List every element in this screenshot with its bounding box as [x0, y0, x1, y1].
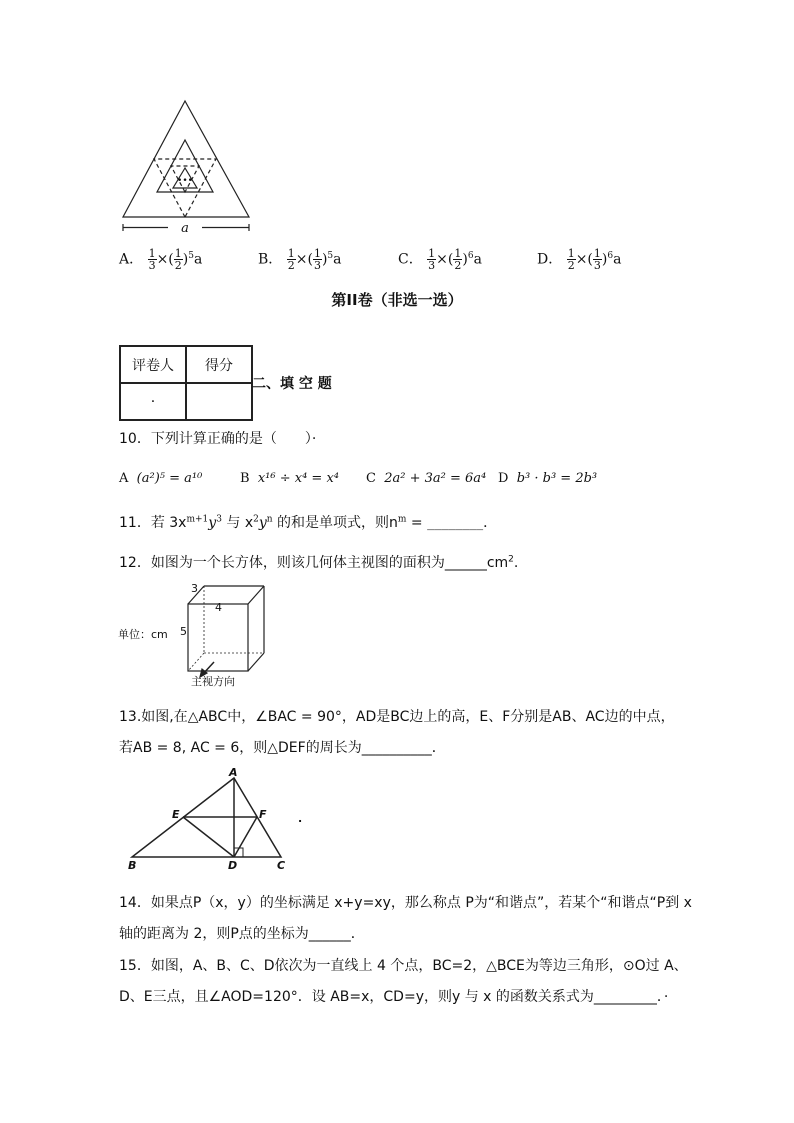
q14-line1: 14．如果点P（x，y）的坐标满足 x+y=xy，那么称点 P为“和谐点”，若某个“和谐点“P到 x: [119, 895, 692, 911]
edge-label-4: 4: [215, 601, 222, 614]
edge-label-5: 5: [180, 625, 187, 638]
nested-triangle-figure: [118, 98, 268, 238]
score-table: [119, 345, 253, 421]
fraction: $\frac{1}{2}$: [567, 247, 575, 272]
trailing-dot: .: [298, 812, 303, 825]
vertex-a: A: [229, 766, 238, 779]
q10-option-b[interactable]: B x¹⁶ ÷ x⁴ = x⁴: [240, 471, 339, 486]
cell-score[interactable]: [186, 383, 252, 420]
edge-label-3: 3: [191, 582, 198, 595]
vertex-b: B: [128, 859, 137, 872]
cell-grader[interactable]: ·: [120, 383, 186, 420]
q13-line1: 13.如图,在△ABC中，∠BAC = 90°，AD是BC边上的高，E、F分别是AB、AC边的中点，: [119, 709, 675, 725]
q12-text: 12．如图为一个长方体，则该几何体主视图的面积为$\_\_\_\_\_\_cm^2$.: [119, 554, 519, 571]
fraction: $\frac{1}{2}$: [174, 247, 182, 272]
fraction: $\frac{1}{2}$: [287, 247, 295, 272]
vertex-c: C: [277, 859, 286, 872]
vertex-d: D: [228, 859, 238, 872]
fraction: $\frac{1}{3}$: [148, 247, 156, 272]
q11-text: 11．若 $3x^{m+1}y^3$ 与 $x^2y^n$ 的和是单项式，则$n^m$ = ________．: [119, 514, 498, 531]
q9-option-a[interactable]: A． $\frac{1}{3}$ ×( $\frac{1}{2}$ )$^5$a: [119, 247, 203, 272]
triangle-abc-figure: [122, 765, 322, 873]
q10-option-c[interactable]: C 2a² + 3a² = 6a⁴: [366, 471, 487, 486]
q15-line2: D、E三点，且∠AOD=120°．设 AB=x，CD=y，则y 与 x 的函数关系式为_________．·: [119, 989, 669, 1005]
vertex-e: E: [172, 808, 180, 821]
dots-label: •••: [177, 176, 193, 186]
view-direction-label: 主视方向: [191, 675, 235, 688]
fraction: $\frac{1}{2}$: [454, 247, 462, 272]
header-grader: 评卷人: [120, 346, 186, 383]
q10-stem: 10．下列计算正确的是（ ）·: [119, 431, 317, 447]
q10-option-d[interactable]: D b³ · b³ = 2b³: [498, 471, 598, 486]
q15-line1: 15．如图，A、B、C、D依次为一直线上 4 个点，BC=2，△BCE为等边三角形，⊙O过 A、: [119, 958, 688, 974]
q9-option-b[interactable]: B． $\frac{1}{2}$ ×( $\frac{1}{3}$ )$^5$a: [258, 247, 342, 272]
unit-label: 单位：cm: [118, 628, 168, 641]
q13-line2: 若AB = 8, AC = 6，则△DEF的周长为__________．: [119, 740, 446, 756]
section-title: 第II卷（非选一选）: [331, 291, 463, 309]
q10-option-a[interactable]: A (a²)⁵ = a¹⁰: [119, 471, 203, 486]
q9-option-c[interactable]: C． $\frac{1}{3}$ ×( $\frac{1}{2}$ )$^6$a: [398, 247, 482, 272]
cuboid-figure: [118, 578, 278, 690]
header-score: 得分: [186, 346, 252, 383]
q9-option-d[interactable]: D． $\frac{1}{2}$ ×( $\frac{1}{3}$ )$^6$a: [537, 247, 622, 272]
fraction: $\frac{1}{3}$: [428, 247, 436, 272]
vertex-f: F: [259, 808, 267, 821]
section-heading: 二、填 空 题: [252, 376, 332, 392]
q14-line2: 轴的距离为 2，则P点的坐标为______．: [119, 926, 365, 942]
fraction: $\frac{1}{3}$: [313, 247, 321, 272]
label-a: a: [181, 221, 189, 236]
fraction: $\frac{1}{3}$: [593, 247, 601, 272]
